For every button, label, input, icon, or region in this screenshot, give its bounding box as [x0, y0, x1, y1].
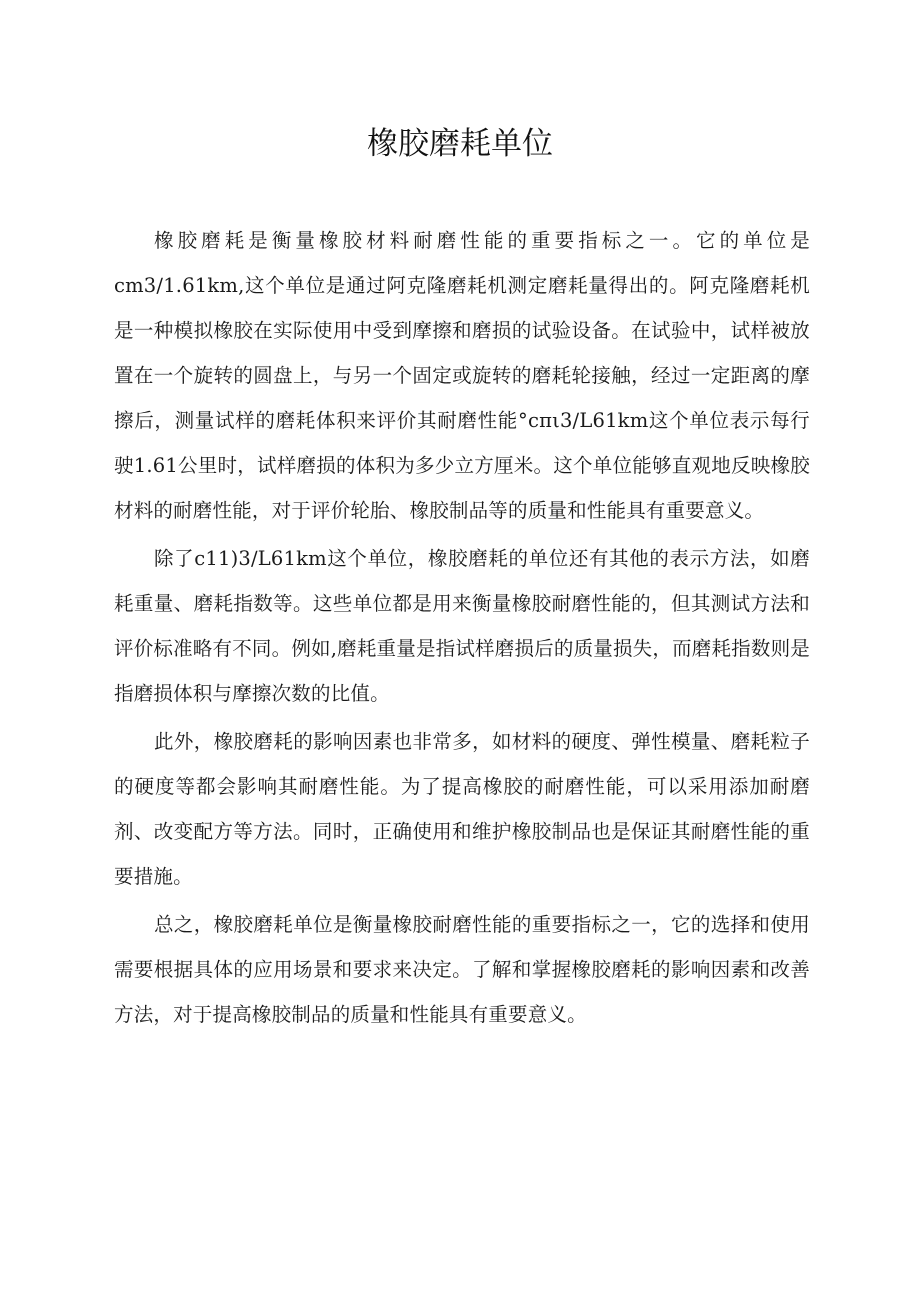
- paragraph-3: 此外，橡胶磨耗的影响因素也非常多，如材料的硬度、弹性模量、磨耗粒子的硬度等都会影响其耐磨性能。为了提高橡胶的耐磨性能，可以采用添加耐磨剂、改变配方等方法。同时，正确使用和维护橡胶制品也是保证其耐磨性能的重要措施。: [114, 730, 810, 888]
- document-body: [114, 218, 810, 1040]
- paragraph-2: 除了c11)3∕L61km这个单位，橡胶磨耗的单位还有其他的表示方法，如磨耗重量、磨耗指数等。这些单位都是用来衡量橡胶耐磨性能的，但其测试方法和评价标准略有不同。例如,磨耗重量是指试样磨损后的质量损失，而磨耗指数则是指磨损体积与摩擦次数的比值。: [114, 547, 810, 705]
- paragraph-4: 总之，橡胶磨耗单位是衡量橡胶耐磨性能的重要指标之一，它的选择和使用需要根据具体的应用场景和要求来决定。了解和掌握橡胶磨耗的影响因素和改善方法，对于提高橡胶制品的质量和性能具有重要意义。: [114, 913, 810, 1026]
- paragraph-1: 橡胶磨耗是衡量橡胶材料耐磨性能的重要指标之一。它的单位是cm3∕1.61km,这个单位是通过阿克隆磨耗机测定磨耗量得出的。阿克隆磨耗机是一种模拟橡胶在实际使用中受到摩擦和磨损的试验设备。在试验中，试样被放置在一个旋转的圆盘上，与另一个固定或旋转的磨耗轮接触，经过一定距离的摩擦后，测量试样的磨耗体积来评价其耐磨性能°cπι3∕L61km这个单位表示每行驶1.61公里时，试样磨损的体积为多少立方厘米。这个单位能够直观地反映橡胶材料的耐磨性能，对于评价轮胎、橡胶制品等的质量和性能具有重要意义。: [114, 229, 810, 522]
- document-title: 橡胶磨耗单位: [367, 126, 553, 162]
